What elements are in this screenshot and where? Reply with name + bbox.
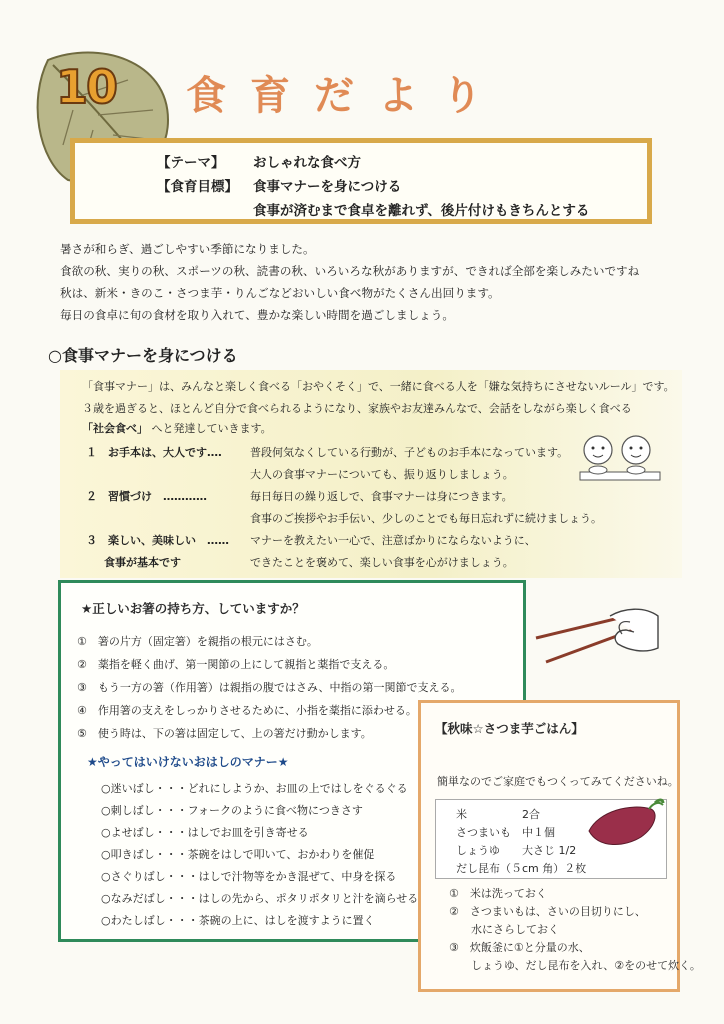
month-number: 10 [56,60,117,114]
manner-item-text: 毎日毎日の繰り返しで、食事マナーは身につきます。 [250,490,513,503]
ng-manner-item: ○なみだばし・・・はしの先から、ポタリポタリと汁を滴らせる [101,892,419,905]
children-eating-icon [570,428,668,498]
ng-manner-item: ○わたしばし・・・茶碗の上に、はしを渡すように置く [101,914,375,927]
chopsticks-step: ⑤ 使う時は、下の箸は固定して、上の箸だけ動かします。 [77,727,372,740]
ng-manner-item: ○迷いばし・・・どれにしようか、お皿の上ではしをぐるぐる [101,782,408,795]
manner-item-text: できたことを褒めて、楽しい食事を心がけましょう。 [250,556,514,569]
theme-box [70,138,652,224]
intro-line: 暑さが和らぎ、過ごしやすい季節になりました。 [60,242,315,256]
intro-text [60,238,690,326]
manners-box [60,370,682,578]
ingredient-item: 米 2合 [456,808,540,821]
manner-item-head: ３ 楽しい、美味しい ‥‥‥ [86,534,230,547]
recipe-step: ② さつまいもは、さいの目切りにし、 [449,905,646,918]
ng-manner-item: ○刺しばし・・・フォークのように食べ物につきさす [101,804,363,817]
ingredient-item: さつまいも 中１個 [456,826,555,839]
page-title: 食育だより [186,73,506,119]
social-eating-label: 「社会食べ」 [82,422,148,435]
ingredient-item: しょうゆ 大さじ 1/2 [456,844,577,857]
manners-para-1: 「食事マナー」は、みんなと楽しく食べる「おやくそく」で、一緒に食べる人を「嫌な気持ちにさせないルール」です。 [82,380,675,393]
intro-line: 毎日の食卓に旬の食材を取り入れて、豊かな楽しい時間を過ごしましょう。 [60,308,454,322]
chopsticks-step: ① 箸の片方（固定箸）を親指の根元にはさむ。 [77,635,318,648]
chopsticks-step: ③ もう一方の箸（作用箸）は親指の腹ではさみ、中指の第一関節で支える。 [77,681,462,694]
recipe-intro: 簡単なのでご家庭でもつくってみてくださいね。 [437,775,679,788]
intro-line: 秋は、新米・きのこ・さつま芋・りんごなどおいしい食べ物がたくさん出回ります。 [60,286,500,300]
hand-chopsticks-icon [532,604,664,668]
goal-label: 【食育目標】 [157,179,238,195]
theme-label: 【テーマ】 [157,155,225,171]
manner-item-head-2: 食事が基本です [104,556,181,569]
chopsticks-title: ★正しいお箸の持ち方、していますか？ [81,601,305,616]
recipe-step: 水にさらしておく [449,923,559,936]
ng-manner-item: ○叩きばし・・・茶碗をはしで叩いて、おかわりを催促 [101,848,375,861]
ng-manner-item: ○さぐりばし・・・はしで汁物等をかき混ぜて、中身を探る [101,870,397,883]
theme-text: おしゃれな食べ方 [253,155,361,171]
chopsticks-step: ④ 作用箸の支えをしっかりさせるために、小指を薬指に添わせる。 [77,704,417,717]
recipe-step: ③ 炊飯釜に①と分量の水、 [449,941,590,954]
section-title: ○食事マナーを身につける [48,346,238,365]
manner-item-text: マナーを教えたい一心で、注意ばかりにならないように、 [250,534,536,547]
intro-line: 食欲の秋、実りの秋、スポーツの秋、読書の秋、いろいろな秋がありますが、できれば全部を楽しみたいですね [60,264,640,278]
chopsticks-step: ② 薬指を軽く曲げ、第一関節の上にして親指と薬指で支える。 [77,658,395,671]
manner-item-text: 普段何気なくしている行動が、子どものお手本になっています。 [250,446,569,459]
ng-manner-item: ○よせばし・・・はしでお皿を引き寄せる [101,826,309,839]
manner-item-text: 大人の食事マナーについても、振り返りしましょう。 [250,468,514,481]
recipe-box [418,700,701,992]
manner-item-head: ２ 習慣づけ ‥‥‥‥‥‥ [86,490,208,503]
recipe-step: しょうゆ、だし昆布を入れ、②をのせて炊く。 [449,959,701,972]
manner-item-text: 食事のご挨拶やお手伝い、少しのことでも毎日忘れずに続けましょう。 [250,512,602,525]
goal-line-1: 食事マナーを身につける [253,179,402,195]
sweet-potato-icon [585,797,665,855]
ng-manners-title: ★やってはいけないおはしのマナー★ [87,755,289,769]
recipe-title: 【秋味☆さつま芋ごはん】 [435,721,584,736]
manners-para-3: へと発達していきます。 [151,422,272,435]
manners-para-2: ３歳を過ぎると、ほとんど自分で食べられるようになり、家族やお友達みんなで、会話をしながら楽しく食べる [82,402,632,415]
ingredient-item: だし昆布（５cm 角）２枚 [456,862,587,875]
goal-line-2: 食事が済むまで食卓を離れず、後片付けもきちんとする [253,203,590,219]
recipe-step: ① 米は洗っておく [449,887,547,900]
manner-item-head: １ お手本は、大人です‥‥ [86,446,222,459]
